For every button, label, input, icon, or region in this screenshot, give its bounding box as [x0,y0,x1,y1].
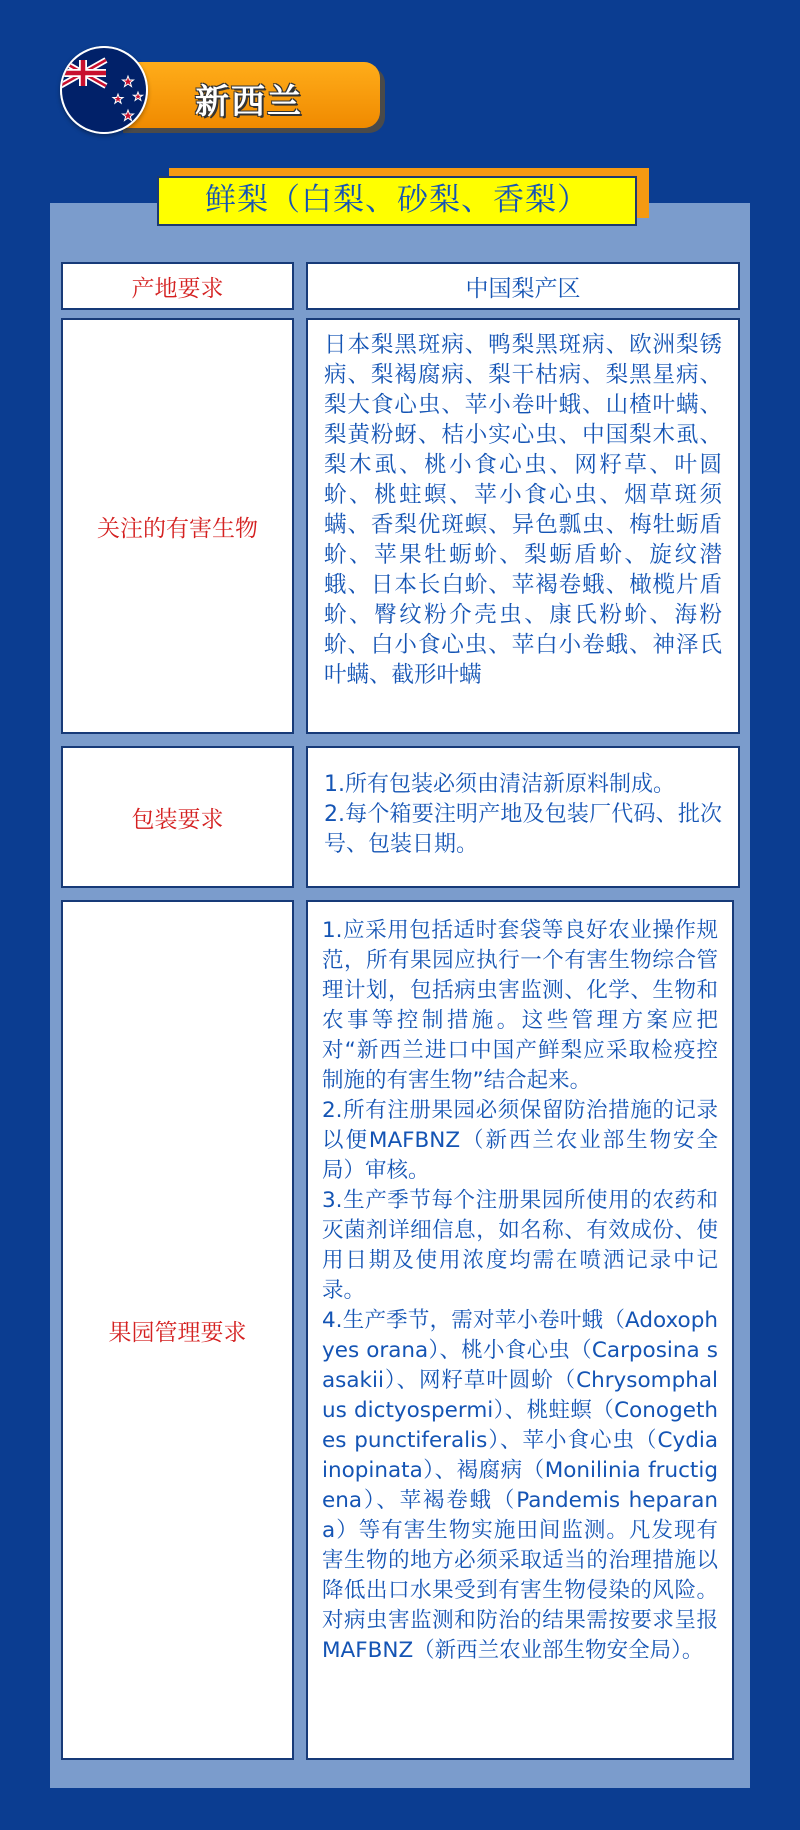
orchard-label: 果园管理要求 [108,1319,247,1346]
pests-label: 关注的有害生物 [97,515,258,542]
orchard-item: 1.应采用包括适时套袋等良好农业操作规范，所有果园应执行一个有害生物综合管理计划，包括病虫害监测、化学、生物和农事等控制措施。这些管理方案应把对“新西兰进口中国产鲜梨应采取检疫控制施的有害生物”结合起来。 [322,918,718,1093]
origin-value-cell [306,262,740,310]
product-title: 鲜梨（白梨、砂梨、香梨） [157,176,637,226]
packaging-value-cell [306,746,740,888]
packaging-label-cell [61,746,294,888]
orchard-label-cell [61,900,294,1760]
orchard-value-cell [306,900,734,1760]
new-zealand-flag-icon [60,46,148,134]
orchard-item: 4.生产季节，需对苹小卷叶蛾（Adoxophyes orana）、桃小食心虫（Carposina sasakii）、网籽草叶圆蚧（Chrysomphalus dictyospermi）、桃蛀螟（Conogethes punctiferalis）、苹小食心虫（Cydia inopinata）、褐腐病（Monilinia fructigena）、苹褐卷蛾（Pandemis heparana）等有害生物实施田间监测。凡发现有害生物的地方必须采取适当的治理措施以降低出口水果受到有害生物侵染的风险。对病虫害监测和防治的结果需按要求呈报MAFBNZ（新西兰农业部生物安全局）。 [322,1308,718,1663]
country-name: 新西兰 [195,82,303,122]
packaging-item: 2.每个箱要注明产地及包装厂代码、批次号、包装日期。 [324,802,722,857]
pests-list: 日本梨黑斑病、鸭梨黑斑病、欧洲梨锈病、梨褐腐病、梨干枯病、梨黑星病、梨大食心虫、苹小卷叶蛾、山楂叶螨、梨黄粉蚜、桔小实心虫、中国梨木虱、梨木虱、桃小食心虫、网籽草、叶圆蚧、桃蛀螟、苹小食心虫、烟草斑须螨、香梨优斑螟、异色瓢虫、梅牡蛎盾蚧、苹果牡蛎蚧、梨蛎盾蚧、旋纹潜蛾、日本长白蚧、苹褐卷蛾、橄榄片盾蚧、臀纹粉介壳虫、康氏粉蚧、海粉蚧、白小食心虫、苹白小卷蛾、神泽氏叶螨、截形叶螨 [324,332,722,688]
origin-label-cell [61,262,294,310]
pests-label-cell [61,318,294,734]
origin-value: 中国梨产区 [465,275,581,302]
product-title-wrap [157,176,641,228]
flag-graphic [60,46,148,134]
orchard-item: 2.所有注册果园必须保留防治措施的记录以便MAFBNZ（新西兰农业部生物安全局）审核。 [322,1098,718,1183]
packaging-label: 包装要求 [131,806,224,833]
country-banner [118,62,380,128]
origin-label: 产地要求 [131,275,224,302]
packaging-item: 1.所有包装必须由清洁新原料制成。 [324,772,675,797]
orchard-item: 3.生产季节每个注册果园所使用的农药和灭菌剂详细信息，如名称、有效成份、使用日期及使用浓度均需在喷洒记录中记录。 [322,1188,718,1303]
pests-value-cell [306,318,740,734]
